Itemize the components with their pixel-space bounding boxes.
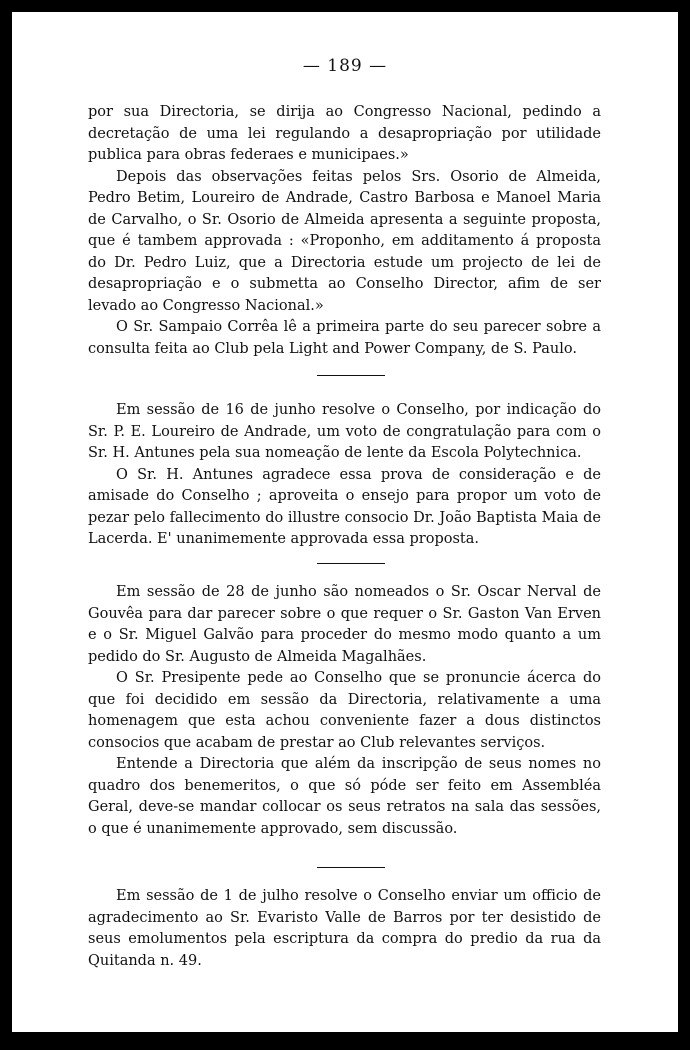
paragraph: O Sr. Presipente pede ao Conselho que se pronuncie ácerca do que foi decidido em sessão da Directoria, relativamente a uma homenagem que esta achou conveniente fazer a dous distinctos consocios que acabam de prestar ao Club relevantes serviços.: [88, 670, 601, 751]
section-divider: [317, 375, 385, 376]
section-divider: [317, 867, 385, 868]
document-page: [12, 12, 678, 1032]
paragraph: por sua Directoria, se dirija ao Congresso Nacional, pedindo a decretação de uma lei regulando a desapropriação por utilidade publica para obras federaes e municipaes.»: [88, 104, 601, 163]
paragraph: Entende a Directoria que além da inscripção de seus nomes no quadro dos benemeritos, o que só póde ser feito em Assembléa Geral, deve-se mandar collocar os seus retratos na sala das sessões, o que é unanimemente approvado, sem discussão.: [88, 756, 601, 837]
section-divider: [317, 563, 385, 564]
paragraph: O Sr. H. Antunes agradece essa prova de consideração e de amisade do Conselho ; aproveita o ensejo para propor um voto de pezar pelo fallecimento do illustre consocio Dr. João Baptista Maia de Lacerda. E' unanimemente approvada essa proposta.: [88, 466, 601, 547]
paragraph: Em sessão de 16 de junho resolve o Conselho, por indicação do Sr. P. E. Loureiro de Andrade, um voto de congratulação para com o Sr. H. Antunes pela sua nomeação de lente da Escola Polytechnica.: [88, 402, 601, 461]
paragraph: Em sessão de 1 de julho resolve o Conselho enviar um officio de agradecimento ao Sr. Evaristo Valle de Barros por ter desistido de seus emolumentos pela escriptura da compra do predio da rua da Quitanda n. 49.: [88, 888, 601, 969]
text-block-4: [88, 886, 601, 972]
paragraph: Em sessão de 28 de junho são nomeados o Sr. Oscar Nerval de Gouvêa para dar parecer sobre o que requer o Sr. Gaston Van Erven e o Sr. Miguel Galvão para proceder do mesmo modo quanto a um pedido do Sr. Augusto de Almeida Magalhães.: [88, 584, 601, 665]
paragraph: O Sr. Sampaio Corrêa lê a primeira parte do seu parecer sobre a consulta feita ao Club pela Light and Power Company, de S. Paulo.: [88, 319, 601, 357]
text-block-3: [88, 582, 601, 840]
page-number: — 189 —: [302, 56, 388, 76]
text-block-2: [88, 400, 601, 551]
paragraph: Depois das observações feitas pelos Srs. Osorio de Almeida, Pedro Betim, Loureiro de Andrade, Castro Barbosa e Manoel Maria de Carvalho, o Sr. Osorio de Almeida apresenta a seguinte proposta, que é tambem approvada : «Proponho, em additamento á proposta do Dr. Pedro Luiz, que a Directoria estude um projecto de lei de desapropriação e o submetta ao Conselho Director, afim de ser levado ao Congresso Nacional.»: [88, 168, 601, 314]
text-block-1: [88, 102, 601, 360]
